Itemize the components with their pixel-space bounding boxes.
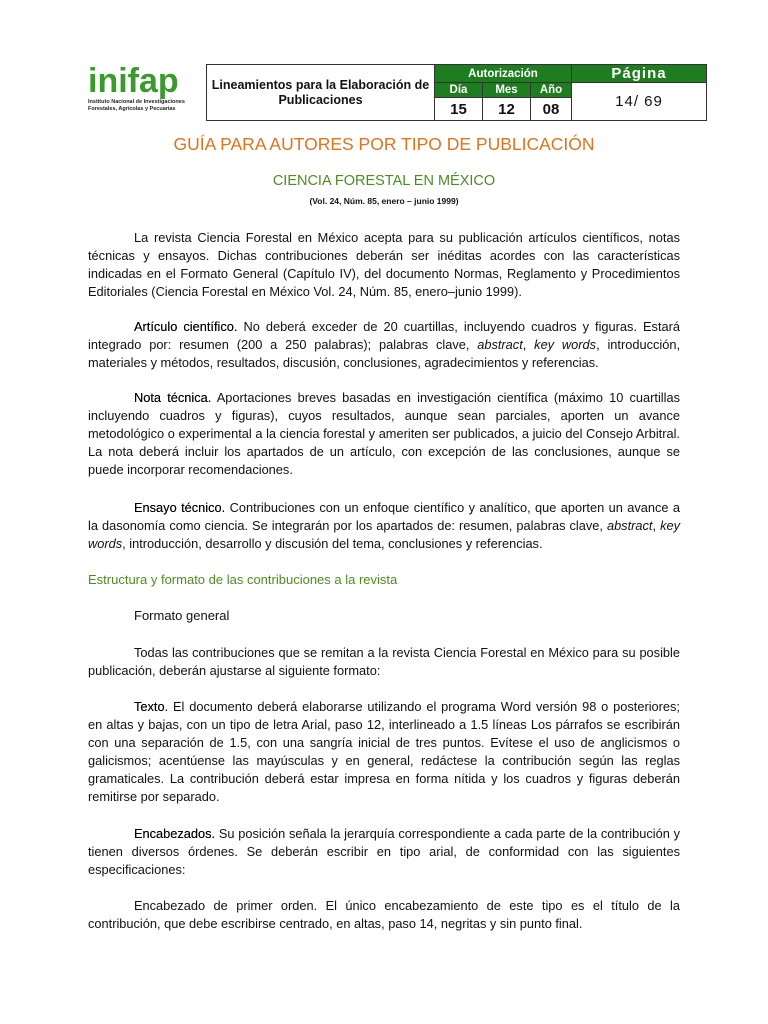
ensayo-sep: , (652, 518, 661, 533)
encabezados-paragraph (88, 825, 680, 879)
articulo-keywords: key words (534, 337, 597, 352)
ensayo-abstract: abstract (606, 518, 653, 533)
month-label: Mes (483, 83, 531, 98)
intro-paragraph: La revista Ciencia Forestal en México acepta para su publicación artículos científicos, notas técnicas y ensayos. Dichas contribuciones deberán ser inéditas acordes con las características indicadas en el Formato General (Capítulo IV), del documento Normas, Reglamento y Procedimientos Editoriales (Ciencia Forestal en México Vol. 24, Núm. 85, enero–junio 1999). (88, 230, 680, 299)
doc-title: Lineamientos para la Elaboración de Publicaciones (207, 65, 435, 121)
header-table (206, 64, 707, 121)
encabezados-label: Encabezados. (134, 826, 216, 841)
section-heading: Estructura y formato de las contribuciones a la revista (88, 572, 398, 587)
texto-text: El documento deberá elaborarse utilizando el programa Word versión 98 o posteriores; en altas y bajas, con un tipo de letra Arial, paso 12, interlineado a 1.5 líneas Los párrafos se escribirán con una separación de 1.5, con una sangría inicial de tres puntos. Evítese el uso de anglicismos o galicismos; acentúense las mayúsculas y en general, redáctese la contribución según las reglas gramaticales. La contribución deberá estar impresa en forma nítida y los cuadros y figuras deberán remitirse por separado. (88, 699, 680, 804)
ensayo-text-a: Contribuciones con un enfoque científico y analítico, que aporten un avance a la dasonomía como ciencia. Se integrarán por los apartados de: resumen, palabras clave, (88, 500, 681, 533)
journal-title: CIENCIA FORESTAL EN MÉXICO (272, 173, 496, 189)
texto-label: Texto. (134, 699, 169, 714)
ensayo-label: Ensayo técnico. (134, 500, 226, 515)
articulo-abstract: abstract (477, 337, 523, 352)
encabezados-text: Su posición señala la jerarquía correspondiente a cada parte de la contribución y tienen diversos órdenes. Se deberán escribir en tipo arial, de conformidad con las siguientes especificaciones: (88, 826, 680, 877)
texto-paragraph (88, 698, 680, 806)
nota-paragraph (88, 389, 680, 479)
nota-text: Aportaciones breves basadas en investigación científica (máximo 10 cuartillas incluyendo cuadros y figuras), cuyos resultados, aunque sean parciales, aporten un avance metodológico o experimental a la ciencia forestal y ameriten ser publicados, a juicio del Consejo Arbitral. La nota deberá incluir los apartados de un artículo, con excepción de las conclusiones, aunque se puede incorporar recomendaciones. (88, 390, 680, 477)
primer-orden-paragraph: Encabezado de primer orden. El único encabezamiento de este tipo es el título de la contribución, que debe escribirse centrado, en altas, paso 14, negritas y sin punto final. (88, 898, 680, 931)
ensayo-paragraph (88, 499, 680, 553)
formato-paragraph: Todas las contribuciones que se remitan a la revista Ciencia Forestal en México para su posible publicación, deberán ajustarse al siguiente formato: (88, 645, 680, 678)
day-label: Día (435, 83, 483, 98)
articulo-text-a: No deberá exceder de 20 cuartillas, incluyendo cuadros y figuras. Estará integrado por: resumen (200 a 250 palabras); palabras clave, (88, 319, 680, 352)
ensayo-keywords: key words (88, 518, 680, 551)
ensayo-text-b: , introducción, desarrollo y discusión del tema, conclusiones y referencias. (122, 536, 543, 551)
month-value: 12 (483, 98, 531, 121)
volume-info: (Vol. 24, Núm. 85, enero – junio 1999) (309, 196, 459, 206)
page-title: GUÍA PARA AUTORES POR TIPO DE PUBLICACIÓN (173, 134, 595, 154)
logo-subtitle: Instituto Nacional de Investigaciones Forestales, Agrícolas y Pecuarias (88, 99, 185, 112)
subheading-formato: Formato general (134, 608, 230, 623)
articulo-text-b: , introducción, materiales y métodos, resultados, discusión, conclusiones, agradecimientos y referencias. (88, 337, 681, 370)
articulo-paragraph (88, 318, 680, 372)
articulo-sep: , (522, 337, 535, 352)
page-label: Página (572, 65, 707, 83)
inifap-logo (88, 64, 200, 120)
nota-label: Nota técnica. (134, 390, 212, 405)
logo-wordmark: inifap (88, 62, 179, 100)
year-value: 08 (531, 98, 572, 121)
year-label: Año (531, 83, 572, 98)
page-number: 14/ 69 (572, 83, 707, 121)
authorization-label: Autorización (435, 65, 572, 83)
articulo-label: Artículo científico. (134, 319, 238, 334)
day-value: 15 (435, 98, 483, 121)
